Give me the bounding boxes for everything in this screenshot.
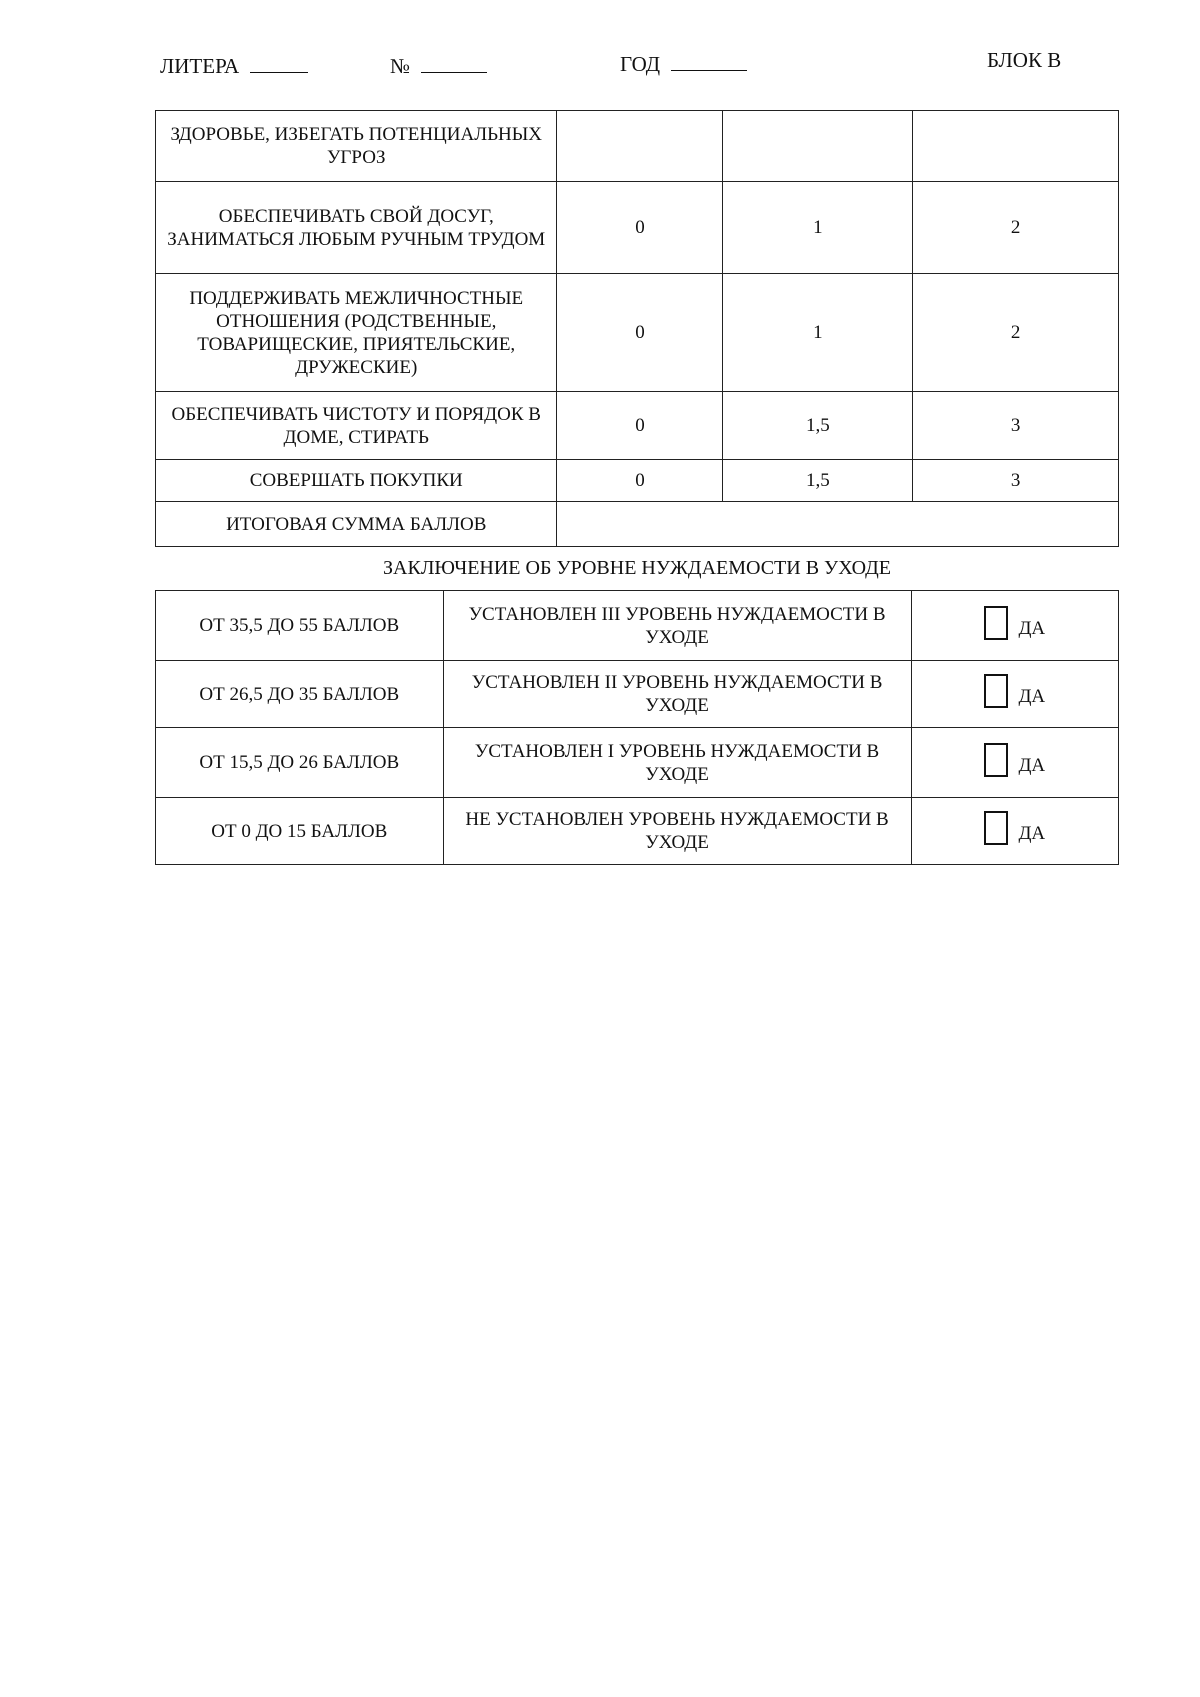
table-row [156,798,1119,865]
number-blank[interactable] [421,54,487,73]
activity-label: ОБЕСПЕЧИВАТЬ ЧИСТОТУ И ПОРЯДОК В ДОМЕ, СТИРАТЬ [156,392,557,460]
activities-table [155,110,1119,547]
score-1-cell[interactable]: 1 [723,182,913,274]
activity-label: СОВЕРШАТЬ ПОКУПКИ [156,460,557,502]
conclusion-table [155,590,1119,865]
score-range: ОТ 15,5 ДО 26 БАЛЛОВ [156,728,444,798]
score-2-cell[interactable]: 3 [913,460,1119,502]
yes-cell [911,661,1118,728]
care-level-result: УСТАНОВЛЕН I УРОВЕНЬ НУЖДАЕМОСТИ В УХОДЕ [443,728,911,798]
yes-checkbox[interactable] [984,743,1008,777]
table-row [156,392,1119,460]
total-value-cell[interactable] [557,502,1119,547]
score-0-cell[interactable]: 0 [557,274,723,392]
litera-field [160,54,308,79]
number-label: № [390,54,411,78]
score-range: ОТ 26,5 ДО 35 БАЛЛОВ [156,661,444,728]
score-2-cell[interactable]: 2 [913,274,1119,392]
care-level-result: НЕ УСТАНОВЛЕН УРОВЕНЬ НУЖДАЕМОСТИ В УХОДЕ [443,798,911,865]
table-row [156,591,1119,661]
number-field [390,54,487,79]
year-label: ГОД [620,52,661,76]
block-label: БЛОК В [987,48,1062,72]
total-row [156,502,1119,547]
yes-checkbox[interactable] [984,606,1008,640]
activity-label: ПОДДЕРЖИВАТЬ МЕЖЛИЧНОСТНЫЕ ОТНОШЕНИЯ (РОДСТВЕННЫЕ, ТОВАРИЩЕСКИЕ, ПРИЯТЕЛЬСКИЕ, ДРУЖЕСКИЕ) [156,274,557,392]
score-1-cell[interactable] [723,111,913,182]
yes-cell [911,591,1118,661]
yes-label: ДА [1018,754,1046,776]
litera-blank[interactable] [250,54,308,73]
activity-label: ЗДОРОВЬЕ, ИЗБЕГАТЬ ПОТЕНЦИАЛЬНЫХ УГРОЗ [156,111,557,182]
litera-label: ЛИТЕРА [160,54,240,78]
care-level-result: УСТАНОВЛЕН III УРОВЕНЬ НУЖДАЕМОСТИ В УХОДЕ [443,591,911,661]
score-1-cell[interactable]: 1,5 [723,392,913,460]
score-0-cell[interactable]: 0 [557,392,723,460]
yes-label: ДА [1018,823,1046,844]
yes-cell [911,728,1118,798]
table-row [156,728,1119,798]
total-label: ИТОГОВАЯ СУММА БАЛЛОВ [156,502,557,547]
year-blank[interactable] [671,52,747,71]
score-range: ОТ 0 ДО 15 БАЛЛОВ [156,798,444,865]
score-1-cell[interactable]: 1,5 [723,460,913,502]
score-0-cell[interactable]: 0 [557,460,723,502]
score-2-cell[interactable]: 3 [913,392,1119,460]
year-field [620,52,747,77]
table-row [156,661,1119,728]
score-1-cell[interactable]: 1 [723,274,913,392]
score-range: ОТ 35,5 ДО 55 БАЛЛОВ [156,591,444,661]
score-0-cell[interactable]: 0 [557,182,723,274]
score-2-cell[interactable]: 2 [913,182,1119,274]
score-0-cell[interactable] [557,111,723,182]
activity-label: ОБЕСПЕЧИВАТЬ СВОЙ ДОСУГ, ЗАНИМАТЬСЯ ЛЮБЫМ РУЧНЫМ ТРУДОМ [156,182,557,274]
table-row [156,111,1119,182]
yes-label: ДА [1018,686,1046,707]
care-level-result: УСТАНОВЛЕН II УРОВЕНЬ НУЖДАЕМОСТИ В УХОДЕ [443,661,911,728]
table-row [156,274,1119,392]
conclusion-title: ЗАКЛЮЧЕНИЕ ОБ УРОВНЕ НУЖДАЕМОСТИ В УХОДЕ [383,557,891,579]
table-row [156,460,1119,502]
yes-cell [911,798,1118,865]
table-row [156,182,1119,274]
yes-label: ДА [1018,617,1046,639]
yes-checkbox[interactable] [984,811,1008,845]
yes-checkbox[interactable] [984,674,1008,708]
score-2-cell[interactable] [913,111,1119,182]
